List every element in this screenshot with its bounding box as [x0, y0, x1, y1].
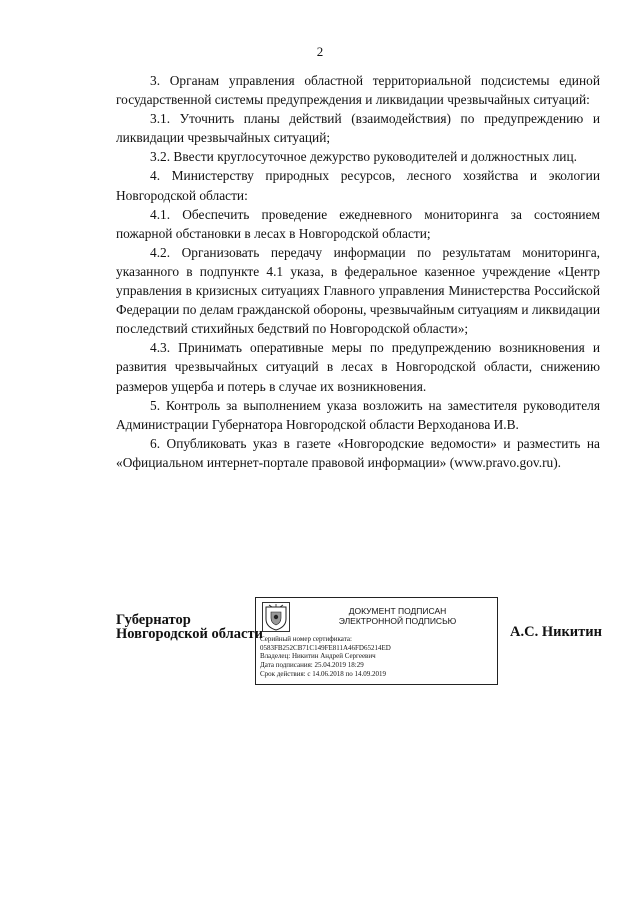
paragraph-4: 4. Министерству природных ресурсов, лесного хозяйства и экологии Новгородской области:	[116, 168, 600, 203]
stamp-owner: Владелец: Никитин Андрей Сергеевич	[260, 652, 376, 661]
coat-of-arms-icon	[262, 602, 290, 632]
paragraph-3-2: 3.2. Ввести круглосуточное дежурство руководителей и должностных лиц.	[150, 149, 577, 165]
signatory-name: А.С. Никитин	[510, 624, 602, 640]
paragraph-3-1: 3.1. Уточнить планы действий (взаимодействия) по предупреждению и ликвидации чрезвычайных ситуаций;	[116, 111, 600, 146]
stamp-validity: Срок действия: с 14.06.2018 по 14.09.2019	[260, 669, 386, 678]
stamp-title	[300, 606, 495, 626]
signatory-position-line1: Губернатор	[116, 612, 191, 628]
document-body	[116, 71, 600, 472]
paragraph-5: 5. Контроль за выполнением указа возложить на заместителя руководителя Администрации Губернатора Новгородской области Верходанова И.В.	[116, 397, 600, 432]
paragraph-6: 6. Опубликовать указ в газете «Новгородские ведомости» и разместить на «Официальном интернет-портале правовой информации» (www.pravo.gov.ru).	[116, 435, 600, 470]
stamp-signed-date: Дата подписания: 25.04.2019 18:29	[260, 661, 364, 670]
signatory-position	[116, 613, 263, 641]
paragraph-3: 3. Органам управления областной территориальной подсистемы единой государственной системы предупреждения и ликвидации чрезвычайных ситуаций:	[116, 73, 600, 108]
stamp-serial: 0583FB252CB71C149FE811A46FD65214ED	[260, 643, 391, 652]
stamp-details	[260, 635, 496, 679]
stamp-title-line2: ЭЛЕКТРОННОЙ ПОДПИСЬЮ	[338, 616, 457, 626]
electronic-signature-stamp	[255, 597, 498, 685]
paragraph-4-1: 4.1. Обеспечить проведение ежедневного мониторинга за состоянием пожарной обстановки в лесах в Новгородской области;	[116, 206, 600, 241]
paragraph-4-3: 4.3. Принимать оперативные меры по предупреждению возникновения и развития чрезвычайных ситуаций в лесах в Новгородской области, снижению размеров ущерба и потерь в случае их возникновения.	[116, 340, 600, 394]
paragraph-4-2: 4.2. Организовать передачу информации по результатам мониторинга, указанного в подпункте 4.1 указа, в федеральное казенное учреждение «Центр управления в кризисных ситуациях Главного управления Министерства Российской Федерации по делам гражданской обороны, чрезвычайным ситуациям и ликвидации последствий стихийных бедствий по Новгородской области»;	[116, 244, 600, 337]
signatory-position-line2: Новгородской области	[116, 626, 263, 642]
stamp-title-line1: ДОКУМЕНТ ПОДПИСАН	[348, 606, 447, 616]
stamp-serial-label: Серийный номер сертификата:	[260, 635, 352, 643]
page-number: 2	[316, 44, 324, 59]
